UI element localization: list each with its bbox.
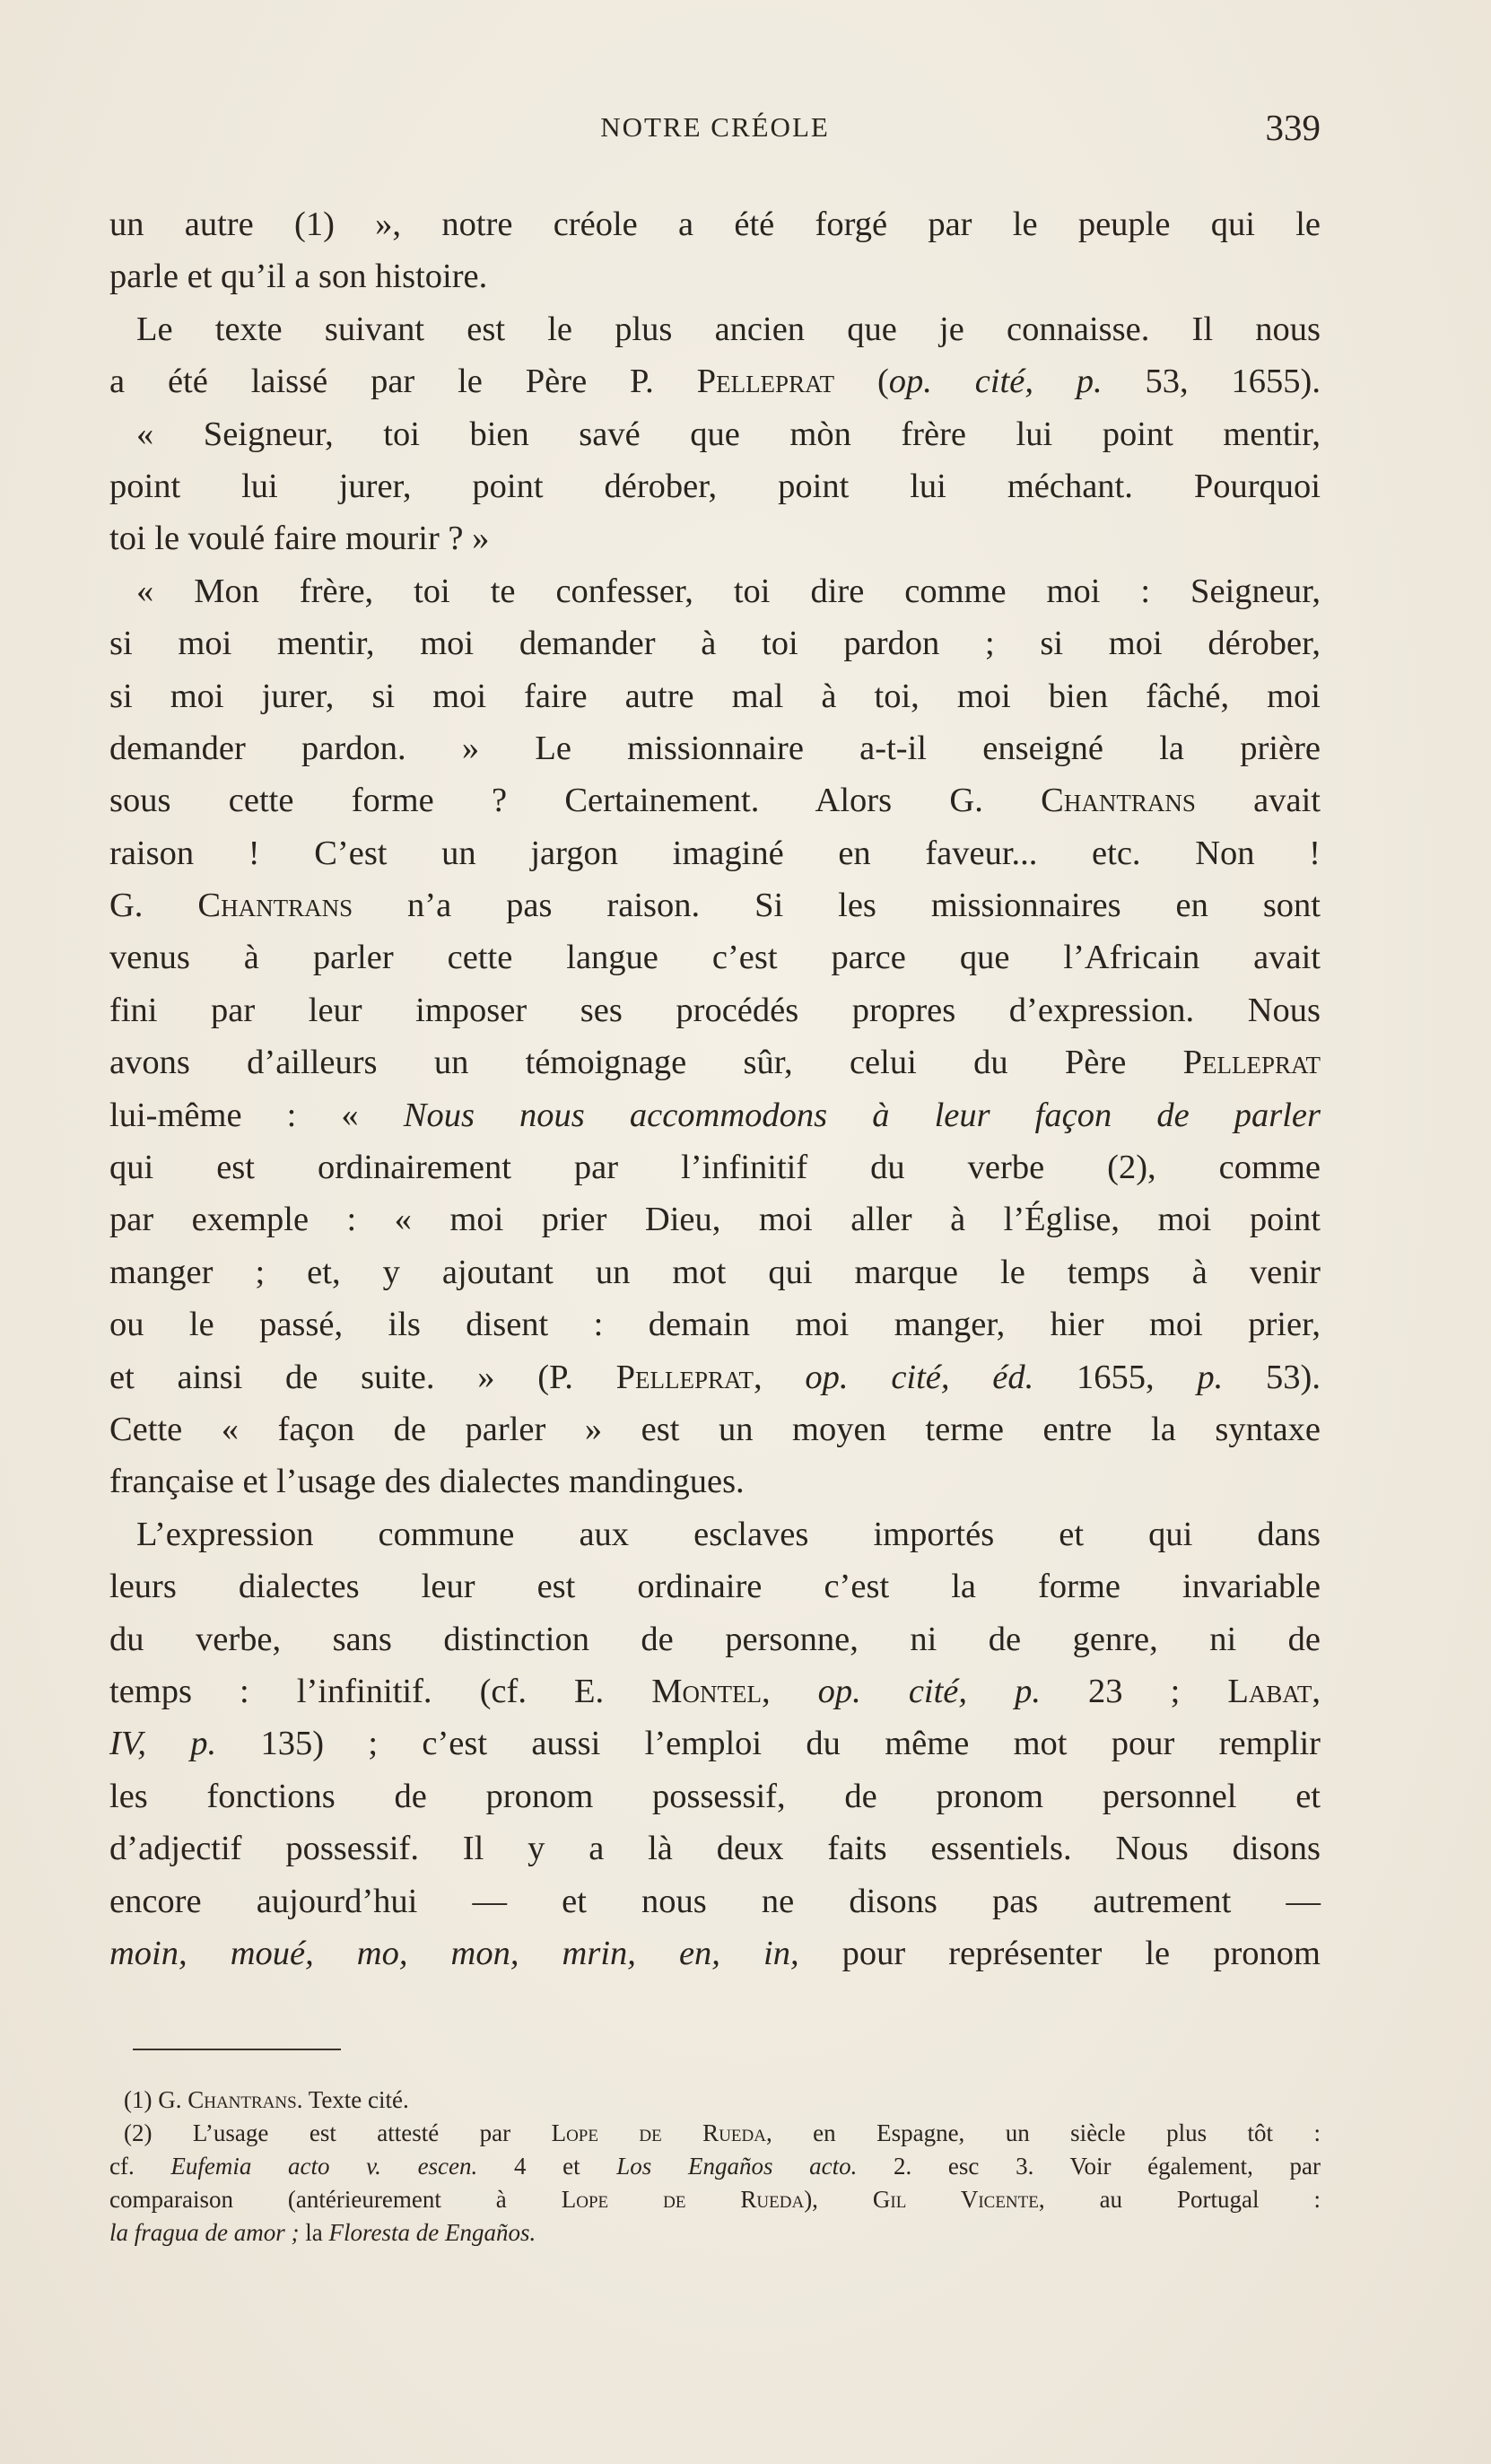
text-line: avons d’ailleurs un témoignage sûr, celui du Père Pelleprat [109, 1044, 1321, 1082]
text-line: temps : l’infinitif. (cf. E. Montel, op. cité, p. 23 ; Labat, [109, 1672, 1321, 1710]
text-line: fini par leur imposer ses procédés propres d’expression. Nous [109, 991, 1321, 1029]
text-line: un autre (1) », notre créole a été forgé par le peuple qui le [109, 205, 1321, 243]
text-line: Cette « façon de parler » est un moyen terme entre la syntaxe [109, 1410, 1321, 1448]
author-name: Pelleprat [615, 1358, 754, 1396]
text-line: point lui jurer, point dérober, point lui méchant. Pourquoi [109, 467, 1321, 505]
text-line: les fonctions de pronom possessif, de pronom personnel et [109, 1777, 1321, 1815]
footnote-rule [133, 2049, 341, 2050]
body-text [109, 198, 1321, 1979]
text-line: si moi jurer, si moi faire autre mal à toi, moi bien fâché, moi [109, 677, 1321, 715]
footnote-line: cf. Eufemia acto v. escen. 4 et Los Engaños acto. 2. esc 3. Voir également, par [109, 2153, 1321, 2180]
footnotes [109, 2084, 1321, 2250]
text-line: du verbe, sans distinction de personne, ni de genre, ni de [109, 1620, 1321, 1658]
text-line: et ainsi de suite. » (P. Pelleprat, op. cité, éd. 1655, p. 53). [109, 1358, 1321, 1396]
text-line: si moi mentir, moi demander à toi pardon ; si moi dérober, [109, 625, 1321, 663]
text-line: d’adjectif possessif. Il y a là deux faits essentiels. Nous disons [109, 1830, 1321, 1868]
author-name: Chantrans [1041, 782, 1196, 820]
footnote-line: la fragua de amor ; la Floresta de Engaños. [109, 2219, 536, 2246]
footnote-line: comparaison (antérieurement à Lope de Rueda), Gil Vicente, au Portugal : [109, 2186, 1321, 2213]
author-name: Pelleprat [1182, 1044, 1321, 1082]
text-line: IV, p. 135) ; c’est aussi l’emploi du même mot pour remplir [109, 1725, 1321, 1763]
text-line: raison ! C’est un jargon imaginé en faveur... etc. Non ! [109, 834, 1321, 872]
author-name: Pelleprat [696, 363, 835, 401]
text-line: a été laissé par le Père P. Pelleprat (op. cité, p. 53, 1655). [109, 363, 1321, 401]
text-line: L’expression commune aux esclaves importés et qui dans [136, 1515, 1321, 1553]
author-name: Montel [651, 1672, 762, 1710]
text-line: venus à parler cette langue c’est parce que l’Africain avait [109, 939, 1321, 977]
text-line: parle et qu’il a son histoire. [109, 258, 488, 296]
text-line: lui-même : « Nous nous accommodons à leur façon de parler [109, 1096, 1321, 1134]
footnote-2: (2) L’usage est attesté par Lope de Rueda, en Espagne, un siècle plus tôt : [124, 2119, 1321, 2146]
author-name: Labat [1227, 1672, 1312, 1710]
text-line: leurs dialectes leur est ordinaire c’est la forme invariable [109, 1568, 1321, 1606]
text-line: encore aujourd’hui — et nous ne disons pas autrement — [109, 1882, 1321, 1920]
text-line: française et l’usage des dialectes mandingues. [109, 1463, 745, 1501]
text-line: moin, moué, mo, mon, mrin, en, in, pour représenter le pronom [109, 1934, 1321, 1972]
text-line: toi le voulé faire mourir ? » [109, 520, 490, 558]
text-line: « Seigneur, toi bien savé que mòn frère lui point mentir, [136, 415, 1321, 453]
text-line: par exemple : « moi prier Dieu, moi aller à l’Église, moi point [109, 1201, 1321, 1239]
footnote-1: (1) G. Chantrans. Texte cité. [124, 2086, 409, 2113]
text-line: manger ; et, y ajoutant un mot qui marque le temps à venir [109, 1253, 1321, 1291]
text-line: Le texte suivant est le plus ancien que je connaisse. Il nous [136, 310, 1321, 348]
page-header [109, 106, 1321, 160]
page-number: 339 [1265, 107, 1321, 148]
text-line: qui est ordinairement par l’infinitif du verbe (2), comme [109, 1149, 1321, 1187]
running-title: NOTRE CRÉOLE [600, 111, 830, 143]
author-name: Chantrans [197, 887, 353, 925]
text-line: sous cette forme ? Certainement. Alors G. Chantrans avait [109, 782, 1321, 820]
text-line: G. Chantrans n’a pas raison. Si les missionnaires en sont [109, 887, 1321, 925]
text-line: « Mon frère, toi te confesser, toi dire comme moi : Seigneur, [136, 572, 1321, 610]
text-line: demander pardon. » Le missionnaire a-t-il enseigné la prière [109, 729, 1321, 767]
text-line: ou le passé, ils disent : demain moi manger, hier moi prier, [109, 1306, 1321, 1344]
